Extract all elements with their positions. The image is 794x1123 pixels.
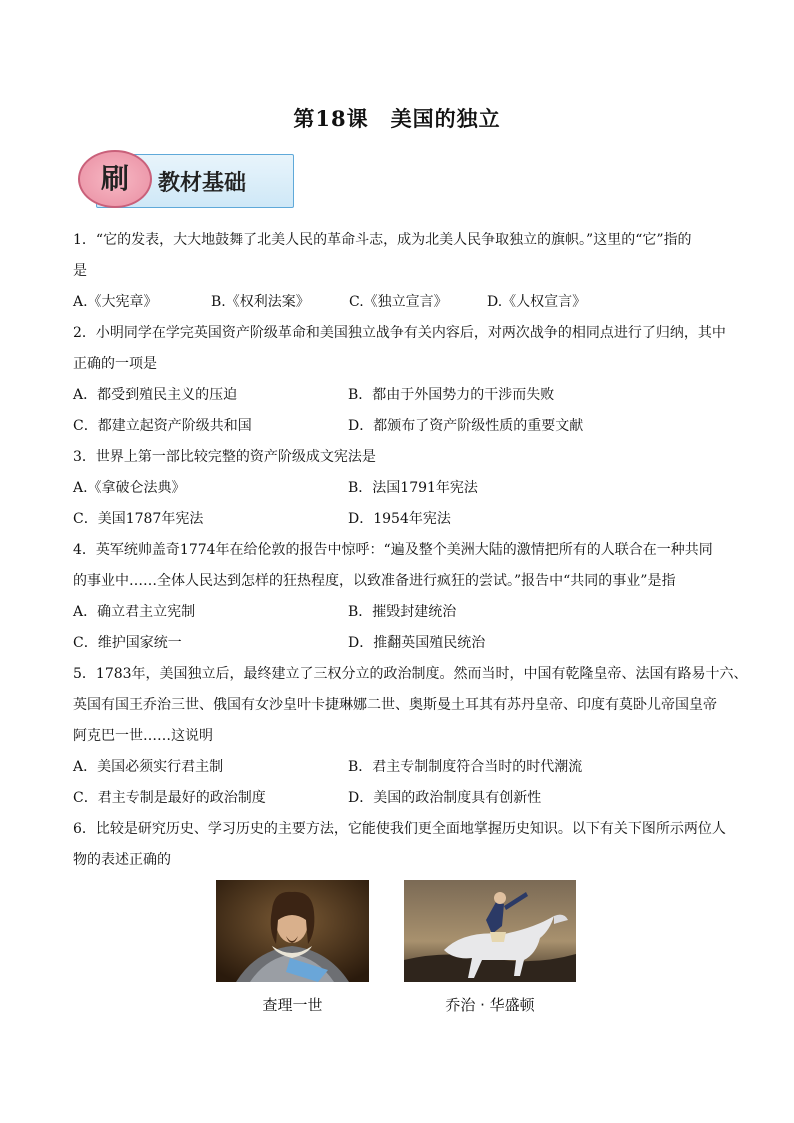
option-d: D．都颁布了资产阶级性质的重要文献: [348, 418, 584, 434]
option-b: B.《权利法案》: [211, 294, 310, 310]
question-1-line-2: 是: [73, 263, 87, 279]
question-5-options-row-1: [73, 752, 723, 783]
question-4-options-row-2: [73, 628, 723, 659]
question-5-line-3: 阿克巴一世……这说明: [73, 728, 213, 744]
banner-label: 教材基础: [158, 170, 247, 196]
question-5-line-1: 5．1783年，美国独立后，最终建立了三权分立的政治制度。然而当时，中国有乾隆皇帝、法国有路易十六、: [73, 666, 748, 682]
question-5-line-2: 英国有国王乔治三世、俄国有女沙皇叶卡捷琳娜二世、奥斯曼土耳其有苏丹皇帝、印度有莫卧儿帝国皇帝: [73, 697, 717, 713]
question-1: [73, 225, 723, 318]
option-d: D．1954年宪法: [348, 511, 451, 527]
page-title: 第18课 美国的独立: [293, 106, 501, 131]
figure-caption: 乔治 · 华盛顿: [445, 996, 535, 1014]
option-a: A．都受到殖民主义的压迫: [73, 387, 238, 403]
option-c: C．君主专制是最好的政治制度: [73, 790, 266, 806]
option-d: D.《人权宣言》: [487, 294, 587, 310]
question-4-line-2: 的事业中……全体人民达到怎样的狂热程度，以致准备进行疯狂的尝试。”报告中“共同的事业”是指: [73, 573, 676, 589]
option-a: A．确立君主立宪制: [73, 604, 196, 620]
question-2-line-1: 2．小明同学在学完英国资产阶级革命和美国独立战争有关内容后，对两次战争的相同点进行了归纳，其中: [73, 325, 726, 341]
option-c: C．维护国家统一: [73, 635, 182, 651]
question-1-line-1: 1．“它的发表，大大地鼓舞了北美人民的革命斗志，成为北美人民争取独立的旗帜。”这里的“它”指的: [73, 232, 692, 248]
question-2-options-row-1: [73, 380, 723, 411]
option-c: C．都建立起资产阶级共和国: [73, 418, 252, 434]
question-4-options-row-1: [73, 597, 723, 628]
question-3-line-1: 3．世界上第一部比较完整的资产阶级成文宪法是: [73, 449, 376, 465]
question-4-line-1: 4．英军统帅盖奇1774年在给伦敦的报告中惊呼：“遍及整个美洲大陆的激情把所有的人联合在一种共同: [73, 542, 713, 558]
option-a: A．美国必须实行君主制: [73, 759, 224, 775]
question-3-options-row-1: [73, 473, 723, 504]
question-list: [73, 225, 748, 876]
option-a: A.《拿破仑法典》: [73, 480, 186, 496]
question-6: [73, 814, 726, 876]
question-6-line-2: 物的表述正确的: [73, 852, 171, 868]
question-6-line-1: 6．比较是研究历史、学习历史的主要方法，它能使我们更全面地掌握历史知识。以下有关下图所示两位人: [73, 821, 726, 837]
question-2-line-2: 正确的一项是: [73, 356, 157, 372]
option-b: B．摧毁封建统治: [348, 604, 457, 620]
figure-row: [0, 880, 794, 1020]
question-5: [73, 659, 748, 814]
figure-caption: 查理一世: [262, 996, 323, 1014]
option-b: B．君主专制制度符合当时的时代潮流: [348, 759, 583, 775]
option-b: B．都由于外国势力的干涉而失败: [348, 387, 555, 403]
option-c: C．美国1787年宪法: [73, 511, 204, 527]
option-d: D．美国的政治制度具有创新性: [348, 790, 542, 806]
banner-char: 刷: [100, 162, 129, 195]
option-d: D．推翻英国殖民统治: [348, 635, 486, 651]
option-c: C.《独立宣言》: [349, 294, 448, 310]
painting-george-washington-on-horse-icon: [404, 880, 576, 982]
figure-george-washington: [404, 880, 576, 1014]
question-1-options: [73, 287, 723, 318]
question-4: [73, 535, 723, 659]
option-a: A.《大宪章》: [73, 294, 158, 310]
option-b: B．法国1791年宪法: [348, 480, 478, 496]
question-5-options-row-2: [73, 783, 723, 814]
question-2: [73, 318, 726, 442]
question-3: [73, 442, 723, 535]
question-3-options-row-2: [73, 504, 723, 535]
portrait-charles-i-icon: [216, 880, 369, 982]
question-2-options-row-2: [73, 411, 723, 442]
figure-charles-i: [216, 880, 369, 1014]
section-banner: [78, 150, 294, 208]
